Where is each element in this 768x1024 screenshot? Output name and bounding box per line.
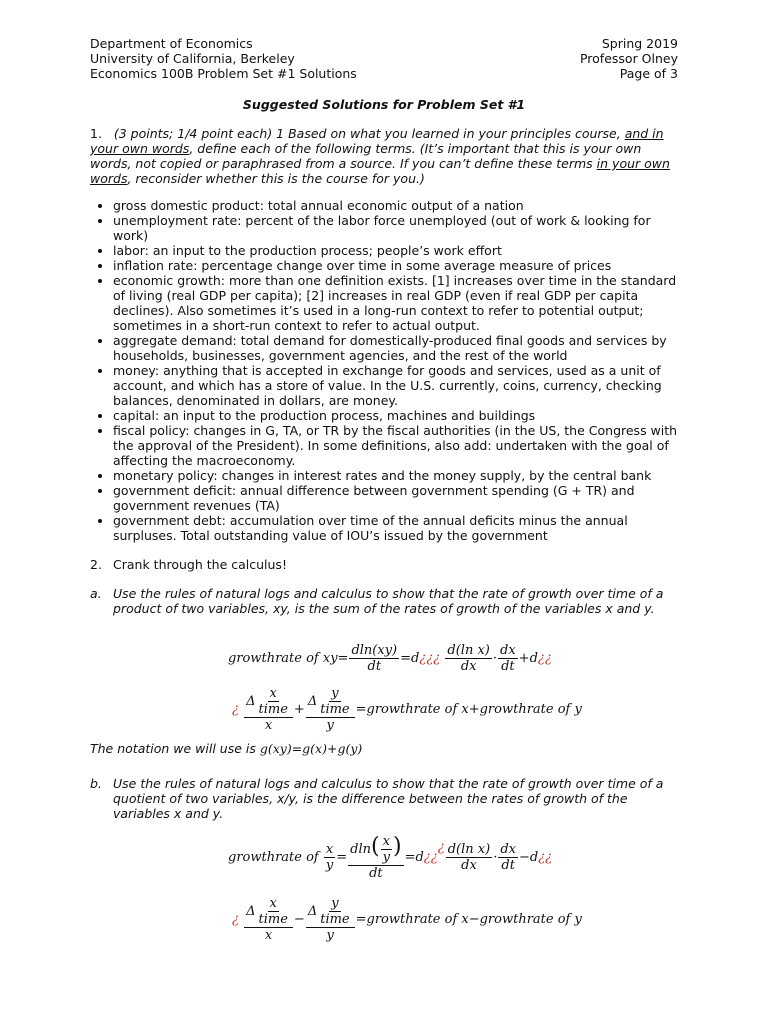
numerator: d(ln x): [447, 842, 491, 857]
eq-lhs: growthrate of xy=: [228, 651, 349, 666]
denominator: dt: [367, 659, 382, 674]
denominator: dx: [460, 659, 477, 674]
header-left: [90, 36, 357, 81]
numerator: [244, 896, 293, 928]
numerator: x: [325, 842, 334, 857]
fraction: [318, 686, 351, 717]
denominator: time: [258, 702, 288, 717]
eq-glyph: ¿: [437, 840, 445, 855]
eq-glyph: ¿¿¿: [419, 651, 441, 666]
eq-glyph: ¿¿: [537, 651, 552, 666]
numerator: [306, 686, 355, 718]
question-1-points: (3 points; 1/4 point each) 1 Based on what you learned in your principles course,: [113, 126, 625, 141]
denominator: y: [382, 850, 390, 865]
denominator: y: [326, 928, 334, 943]
numerator: [306, 896, 355, 928]
fraction: [348, 834, 403, 881]
eq-dot: ·: [493, 850, 498, 865]
denominator: y: [326, 718, 334, 733]
denominator: x: [264, 928, 273, 943]
list-item: • inflation rate: percentage change over time in some average measure of prices: [113, 258, 678, 273]
part-a-equation-1: [228, 643, 552, 674]
eq-glyph: ¿: [232, 702, 239, 717]
numerator: y: [331, 896, 339, 911]
list-item: • government deficit: annual difference between government spending (G + TR) and government revenues (TA): [113, 483, 678, 513]
denominator: dt: [501, 858, 515, 873]
part-b-equation-2: [232, 896, 582, 943]
question-2-number: 2.: [90, 557, 102, 572]
denominator: time: [320, 702, 350, 717]
list-item: • money: anything that is accepted in exchange for goods and services, used as a unit of account, and which has a store of value. In the U.S. currently, coins, currency, checking balances, denominated in dollars, are money.: [113, 363, 678, 408]
list-item: • aggregate demand: total demand for domestically-produced final goods and services by households, businesses, government agencies, and the rest of the world: [113, 333, 678, 363]
fraction: [306, 686, 355, 733]
document-page: [90, 36, 678, 616]
delta: Δ: [307, 694, 318, 709]
dln: dln: [350, 842, 372, 857]
semester-line: Spring 2019: [601, 36, 678, 51]
part-a: [90, 586, 678, 616]
eq-part: =d: [400, 651, 420, 666]
department-line: Department of Economics: [90, 36, 253, 51]
question-1-end: , reconsider whether this is the course for you.): [127, 171, 425, 186]
paren-open: (: [371, 834, 380, 859]
question-2-text: Crank through the calculus!: [113, 557, 287, 572]
page-number-line: Page of 3: [619, 66, 678, 81]
list-item: • fiscal policy: changes in G, TA, or TR by the fiscal authorities (in the US, the Congress with the approval of the President). In some definitions, also add: undertaken with the goal of affecting the macroeconomy.: [113, 423, 678, 468]
fraction: [498, 842, 518, 873]
part-a-label: a.: [90, 586, 102, 601]
denominator: dx: [461, 858, 477, 873]
delta: Δ: [246, 694, 256, 709]
denominator: dt: [501, 659, 515, 674]
eq-lhs: growthrate of: [228, 850, 319, 865]
fraction: [324, 842, 335, 873]
question-1-mid: , define each of the following terms. (It’s important that this is your own words, not copied or paraphrased from a source. If you can’t define these terms: [90, 141, 642, 171]
notation-prefix: The notation we will use is: [90, 741, 260, 756]
numerator: [244, 686, 293, 718]
numerator: d(ln x): [447, 643, 490, 658]
part-b-text: Use the rules of natural logs and calculus to show that the rate of growth over time of a quotient of two variables, x/y, is the difference between the rates of growth of the variables x and y.: [113, 776, 664, 821]
fraction: [349, 643, 399, 674]
list-item: • monetary policy: changes in interest rates and the money supply, by the central bank: [113, 468, 678, 483]
course-line: Economics 100B Problem Set #1 Solutions: [90, 66, 357, 81]
question-1-number: 1.: [90, 126, 102, 141]
university-line: University of California, Berkeley: [90, 51, 295, 66]
part-b-equation-1: [228, 834, 552, 881]
question-1: [90, 126, 678, 186]
list-item: • economic growth: more than one definition exists. [1] increases over time in the standard of living (real GDP per capita); [2] increases in real GDP (even if real GDP per capita declines). Also sometimes it’s used in a long-run context to refer to potential output; sometimes in a short-run context to refer to actual output.: [113, 273, 678, 333]
paren-close: ): [392, 834, 402, 859]
numerator: x: [382, 834, 390, 849]
fraction: [257, 896, 290, 927]
question-1-underline-2: in your own words: [90, 156, 670, 186]
numerator: dln(xy): [351, 643, 398, 658]
numerator: dx: [500, 643, 516, 658]
numerator: x: [269, 686, 277, 701]
fraction: [257, 686, 290, 717]
fraction: [244, 686, 293, 733]
part-b-label: b.: [90, 776, 102, 791]
eq-part: +d: [518, 651, 538, 666]
list-item: • government debt: accumulation over time of the annual deficits minus the annual surpluses. Total outstanding value of IOU’s issued by the government: [113, 513, 678, 543]
eq-rhs: =growthrate of x+growthrate of y: [355, 702, 582, 717]
part-b: [90, 776, 678, 821]
part-a-text: Use the rules of natural logs and calculus to show that the rate of growth over time of a product of two variables, xy, is the sum of the rates of growth of the variables x and y.: [113, 586, 664, 616]
fraction: [244, 896, 293, 943]
question-1-underline-1: and in your own words: [90, 126, 664, 156]
delta: Δ: [307, 904, 318, 919]
eq-plus: +: [293, 702, 305, 717]
notation-math: g(xy)=g(x)+g(y): [259, 741, 363, 756]
eq-dot: ·: [492, 651, 498, 666]
document-header: [90, 36, 678, 81]
list-item: • labor: an input to the production process; people’s work effort: [113, 243, 678, 258]
numerator: y: [331, 686, 339, 701]
eq-glyph: ¿¿: [423, 850, 438, 865]
eq-equals: =: [336, 850, 348, 865]
eq-rhs: =growthrate of x−growthrate of y: [355, 912, 582, 927]
list-item: • unemployment rate: percent of the labor force unemployed (out of work & looking for work): [113, 213, 678, 243]
fraction: [381, 834, 392, 865]
definitions-list: [90, 198, 678, 543]
fraction: [498, 643, 518, 674]
eq-part: =d: [404, 850, 424, 865]
eq-minus: −: [293, 912, 305, 927]
fraction: [318, 896, 351, 927]
denominator: y: [325, 858, 334, 873]
denominator: time: [320, 912, 350, 927]
denominator: x: [264, 718, 273, 733]
question-2: [90, 557, 678, 572]
header-right: [580, 36, 678, 81]
notation-line: [90, 741, 362, 756]
numerator: x: [269, 896, 277, 911]
numerator: [348, 834, 403, 866]
list-item: • gross domestic product: total annual economic output of a nation: [113, 198, 678, 213]
fraction: [446, 842, 492, 873]
list-item: • capital: an input to the production process, machines and buildings: [113, 408, 678, 423]
numerator: dx: [500, 842, 516, 857]
denominator: time: [258, 912, 288, 927]
eq-part: −d: [518, 850, 539, 865]
professor-line: Professor Olney: [579, 51, 678, 66]
denominator: dt: [369, 866, 383, 881]
part-a-equation-2: [232, 686, 582, 733]
page-title: Suggested Solutions for Problem Set #1: [242, 97, 526, 112]
fraction: [306, 896, 355, 943]
delta: Δ: [246, 904, 256, 919]
eq-glyph: ¿¿: [538, 850, 553, 865]
eq-glyph: ¿: [232, 912, 239, 927]
fraction: [445, 643, 491, 674]
